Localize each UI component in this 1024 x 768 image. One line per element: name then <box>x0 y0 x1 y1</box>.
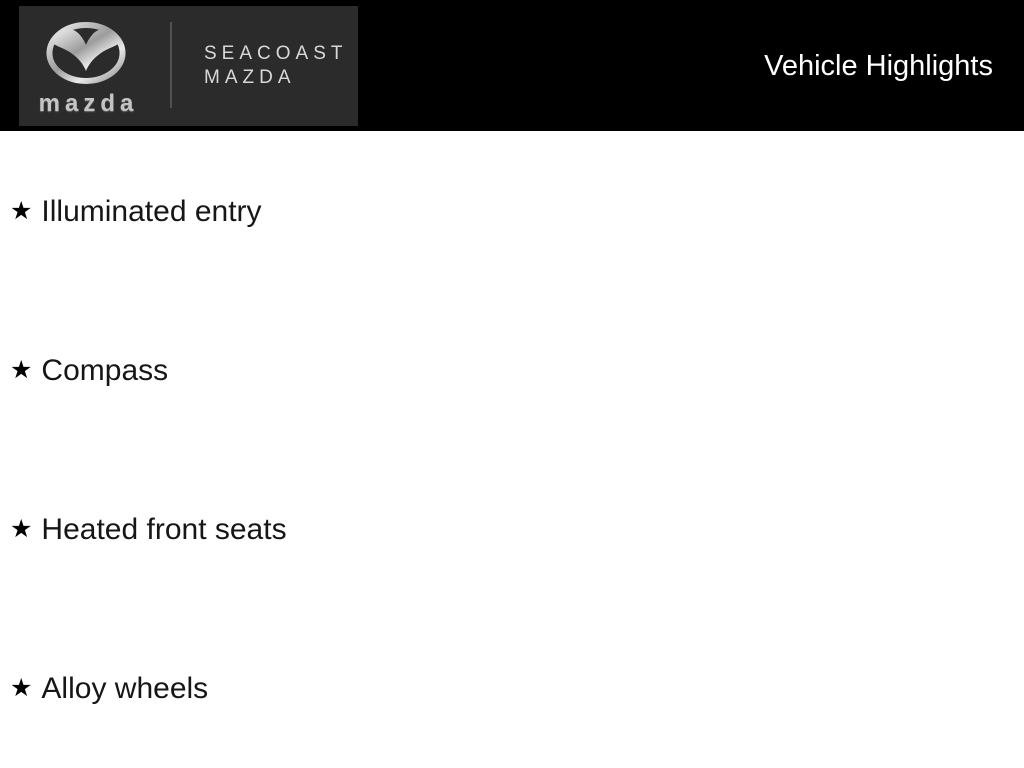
dealer-name-line1: SEACOAST <box>204 43 348 64</box>
highlight-item <box>10 668 208 710</box>
highlight-label: Heated front seats <box>41 512 287 546</box>
highlight-label: Compass <box>41 353 169 387</box>
highlight-label: Alloy wheels <box>41 671 209 705</box>
dealer-logo-block <box>19 6 358 126</box>
header-bar <box>0 0 1024 131</box>
mazda-wordmark: mazda <box>38 90 139 117</box>
star-bullet-icon: ★ <box>10 195 33 225</box>
mazda-emblem-icon <box>43 19 129 87</box>
page-title: Vehicle Highlights <box>764 50 993 82</box>
highlight-item <box>10 509 287 551</box>
mazda-logo <box>31 19 141 116</box>
highlight-item <box>10 350 168 392</box>
highlights-list <box>0 131 1024 768</box>
dealer-name <box>204 42 347 90</box>
star-bullet-icon: ★ <box>10 354 33 384</box>
star-bullet-icon: ★ <box>10 672 33 702</box>
highlight-item <box>10 191 262 233</box>
dealer-name-line2: MAZDA <box>204 67 296 88</box>
star-bullet-icon: ★ <box>10 513 33 543</box>
logo-divider <box>170 22 172 108</box>
highlight-label: Illuminated entry <box>41 194 262 228</box>
